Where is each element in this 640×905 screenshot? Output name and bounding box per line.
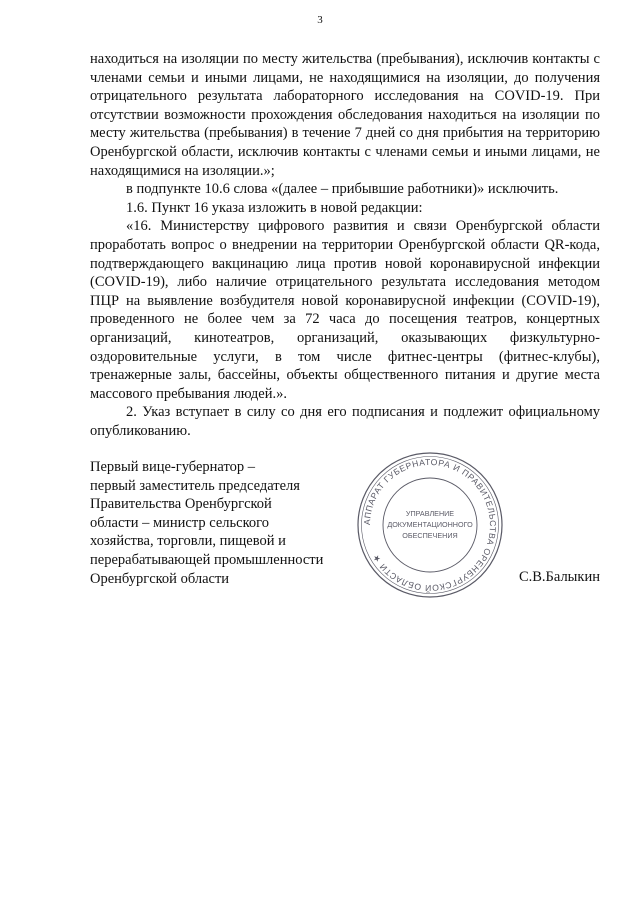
official-stamp xyxy=(355,450,505,600)
paragraph-subitem-10-6: в подпункте 10.6 слова «(далее – прибывшие работники)» исключить. xyxy=(126,181,559,198)
signatory-position-line: Правительства Оренбургской xyxy=(90,496,272,513)
page-number: 3 xyxy=(317,14,323,26)
signatory-name: С.В.Балыкин xyxy=(518,569,600,585)
signatory-position-line: области – министр сельского xyxy=(90,514,269,531)
document-body xyxy=(90,50,600,440)
signatory-position-line: Первый вице-губернатор – xyxy=(90,459,255,475)
paragraph-effective-date: 2. Указ вступает в силу со дня его подписания и подлежит официальному опубликованию. xyxy=(90,404,600,439)
signatory-position xyxy=(90,458,370,588)
stamp-center-line: ОБЕСПЕЧЕНИЯ xyxy=(402,531,458,540)
stamp-center-line: УПРАВЛЕНИЕ xyxy=(405,509,455,518)
paragraph-item-1-6: 1.6. Пункт 16 указа изложить в новой редакции: xyxy=(126,199,423,216)
stamp-outer-text: АППАРАТ ГУБЕРНАТОРА И ПРАВИТЕЛЬСТВА ОРЕНБУРГСКОЙ ОБЛАСТИ ★ xyxy=(361,456,499,594)
paragraph-item-16: «16. Министерству цифрового развития и связи Оренбургской области проработать вопрос о внедрении на территории Оренбургской области QR-кода, подтверждающего вакцинацию лица против новой коронавирусной инфекции (COVID-19), либо наличие отрицательного результата исследования методом ПЦР на выявление возбудителя новой коронавирусной инфекции (COVID-19), проведенного не более чем за 72 часа до посещения театров, концертных организаций, кинотеатров, организаций, оказывающих физкультурно-оздоровительные услуги, в том числе фитнес-центры (фитнес-клубы), тренажерные залы, бассейны, объекты общественного питания и другие места массового пребывания людей.». xyxy=(90,218,600,402)
signatory-position-line: хозяйства, торговли, пищевой и xyxy=(90,533,286,550)
signatory-position-line: перерабатывающей промышленности xyxy=(90,551,324,568)
paragraph-isolation-continuation: находиться на изоляции по месту жительства (пребывания), исключив контакты с членами семьи и иными лицами, не находящимися на изоляции, до получения отрицательного результата лабораторного исследования на COVID-19. При отсутствии возможности прохождения обследования находиться на изоляции по месту жительства (пребывания) в течение 7 дней со дня прибытия на территорию Оренбургской области, исключив контакты с членами семьи и иными лицами, не находящимися на изоляции.»; xyxy=(90,51,600,179)
signatory-position-line: Оренбургской области xyxy=(90,570,230,587)
signatory-position-line: первый заместитель председателя xyxy=(90,477,300,494)
stamp-center-line: ДОКУМЕНТАЦИОННОГО xyxy=(387,520,473,529)
